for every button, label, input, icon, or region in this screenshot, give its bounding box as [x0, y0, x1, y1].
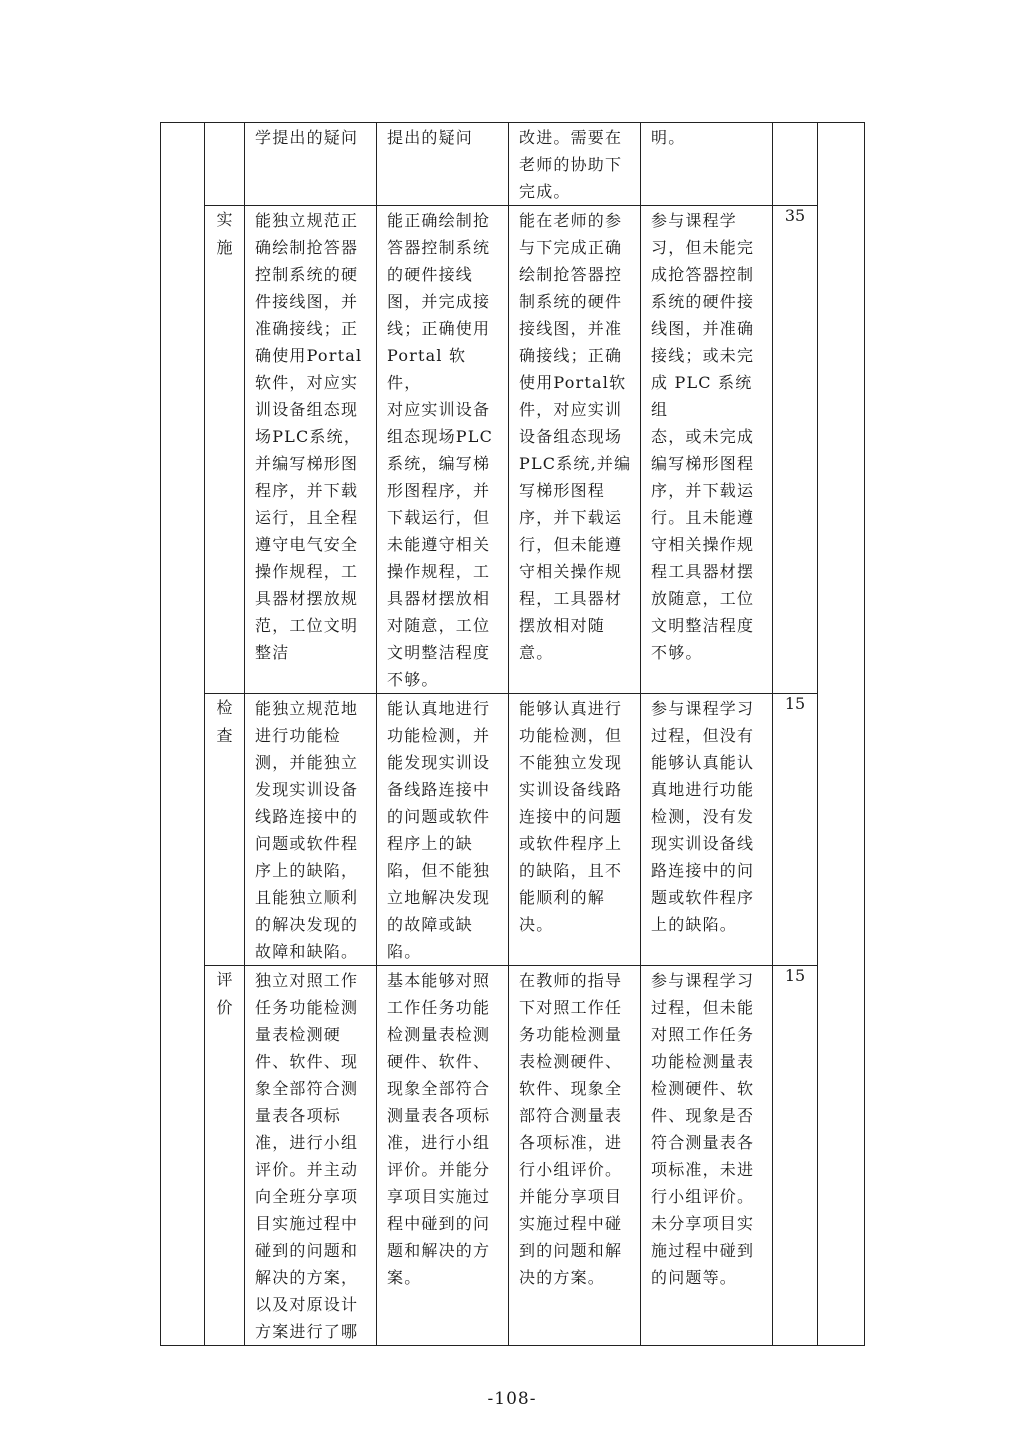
- table-row: [161, 694, 865, 966]
- criteria-cell-excellent: 独立对照工作 任务功能检测 量表检测硬 件、软件、现 象全部符合测 量表各项标 准，进行小组 评价。并主动 向全班分享项 目实施过程中 碰到的问题和 解决的方案， 以及对原设计 方案进行了哪: [245, 966, 377, 1346]
- stage-cell: 实 施: [205, 206, 245, 694]
- criteria-cell-fail: 参与课程学 习，但未能完 成抢答器控制 系统的硬件接 线图，并准确 接线；或未完 成 PLC 系统组 态，或未完成 编写梯形图程 序，并下载运 行。且未能遵 守相关操作规 程工具器材摆 放随意，工位 文明整洁程度 不够。: [641, 206, 773, 694]
- criteria-cell-good: 能认真地进行 功能检测，并 能发现实训设 备线路连接中 的问题或软件 程序上的缺 陷，但不能独 立地解决发现 的故障或缺 陷。: [377, 694, 509, 966]
- score-cell: 35: [773, 206, 818, 694]
- criteria-cell-pass: 在教师的指导 下对照工作任 务功能检测量 表检测硬件、 软件、现象全 部符合测量表 各项标准，进 行小组评价。 并能分享项目 实施过程中碰 到的问题和解 决的方案。: [509, 966, 641, 1346]
- stage-cell: [205, 123, 245, 206]
- score-cell: 15: [773, 966, 818, 1346]
- criteria-cell-fail: 明。: [641, 123, 773, 206]
- criteria-cell-fail: 参与课程学习 过程，但没有 能够认真能认 真地进行功能 检测，没有发 现实训设备线 路连接中的问 题或软件程序 上的缺陷。: [641, 694, 773, 966]
- score-cell: [773, 123, 818, 206]
- stage-cell: 评 价: [205, 966, 245, 1346]
- table-row: [161, 123, 865, 206]
- criteria-cell-fail: 参与课程学习 过程，但未能 对照工作任务 功能检测量表 检测硬件、软 件、现象是否 符合测量表各 项标准，未进 行小组评价。 未分享项目实 施过程中碰到 的问题等。: [641, 966, 773, 1346]
- criteria-cell-good: 基本能够对照 工作任务功能 检测量表检测 硬件、软件、 现象全部符合 测量表各项标 准，进行小组 评价。并能分 享项目实施过 程中碰到的问 题和解决的方 案。: [377, 966, 509, 1346]
- criteria-cell-excellent: 能独立规范正 确绘制抢答器 控制系统的硬 件接线图，并 准确接线；正 确使用Portal 软件，对应实 训设备组态现 场PLC系统， 并编写梯形图 程序，并下载 运行，且全程 遵守电气安全 操作规程，工 具器材摆放规 范，工位文明 整洁: [245, 206, 377, 694]
- criteria-cell-pass: 能在老师的参 与下完成正确 绘制抢答器控 制系统的硬件 接线图，并准 确接线；正确 使用Portal软 件，对应实训 设备组态现场 PLC系统,并编 写梯形图程 序，并下载运 行，但未能遵 守相关操作规 程，工具器材 摆放相对随 意。: [509, 206, 641, 694]
- right-margin-cell: [818, 123, 865, 1346]
- criteria-cell-excellent: 学提出的疑问: [245, 123, 377, 206]
- left-margin-cell: [161, 123, 205, 1346]
- stage-cell: 检 查: [205, 694, 245, 966]
- table-row: [161, 206, 865, 694]
- criteria-cell-excellent: 能独立规范地 进行功能检 测，并能独立 发现实训设备 线路连接中的 问题或软件程 序上的缺陷， 且能独立顺利 的解决发现的 故障和缺陷。: [245, 694, 377, 966]
- criteria-cell-good: 提出的疑问: [377, 123, 509, 206]
- evaluation-rubric-table: [160, 122, 865, 1346]
- score-cell: 15: [773, 694, 818, 966]
- criteria-cell-pass: 改进。需要在 老师的协助下 完成。: [509, 123, 641, 206]
- table-row: [161, 966, 865, 1346]
- criteria-cell-pass: 能够认真进行 功能检测，但 不能独立发现 实训设备线路 连接中的问题 或软件程序上 的缺陷，且不 能顺利的解 决。: [509, 694, 641, 966]
- page-number: -108-: [487, 1389, 537, 1409]
- criteria-cell-good: 能正确绘制抢 答器控制系统 的硬件接线 图，并完成接 线；正确使用 Portal 软件， 对应实训设备 组态现场PLC 系统，编写梯 形图程序，并 下载运行，但 未能遵守相关 操作规程，工 具器材摆放相 对随意，工位 文明整洁程度 不够。: [377, 206, 509, 694]
